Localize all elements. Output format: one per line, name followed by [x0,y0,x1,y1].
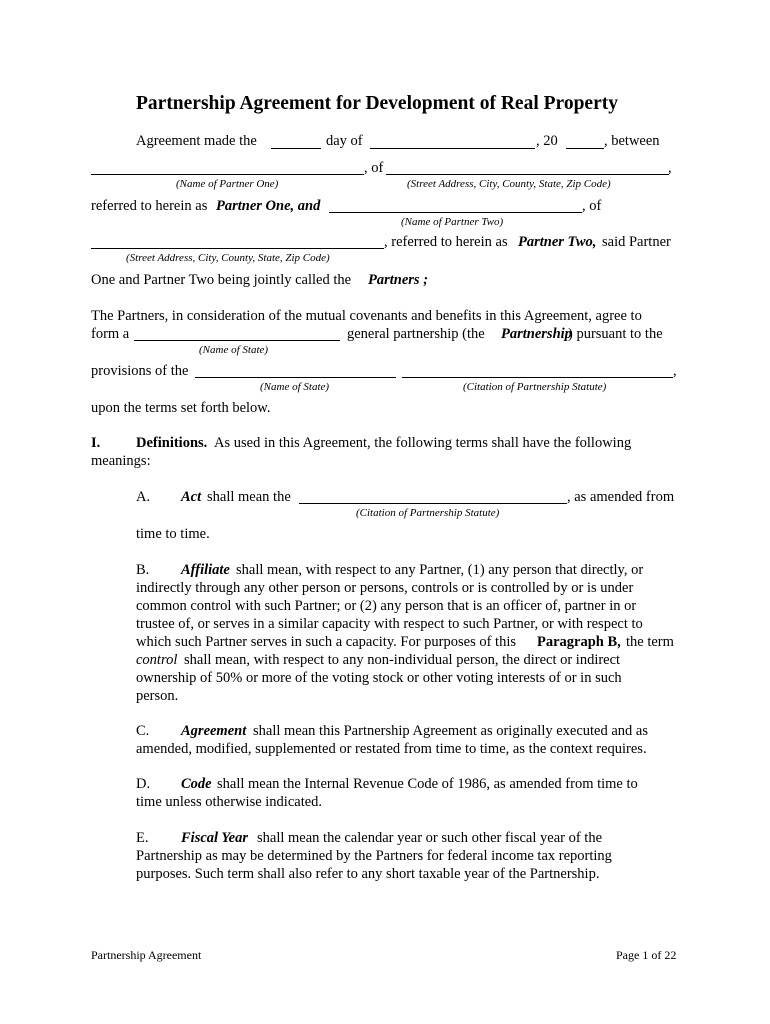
def-b-line-2: indirectly through any other person or persons, controls or is controlled by or is under [136,580,634,596]
statute-citation-blank[interactable] [402,377,673,378]
def-a-amended: , as amended from [567,489,675,505]
agreement-made-text: Agreement made the [136,133,257,149]
street-address-caption-2: (Street Address, City, County, State, Zip Code) [126,252,330,264]
def-c-label: C. [136,723,150,739]
section-heading: Definitions. [136,435,208,451]
referred-two-text: , referred to herein as [384,234,508,250]
name-of-state-caption-2: (Name of State) [260,381,330,393]
name-partner-one-caption: (Name of Partner One) [176,178,279,190]
def-a-time: time to time. [136,526,210,542]
document-title: Partnership Agreement for Development of Real Property [136,93,618,114]
partner-two-term: Partner Two, [518,234,597,250]
def-b-line-3: common control with such Partner; or (2) any person that is an officer of, partner in or [136,598,637,614]
partners-term: Partners ; [368,272,429,288]
formation-line-1: The Partners, in consideration of the mutual covenants and benefits in this Agreement, agree to [91,308,642,324]
year-prefix-text: , 20 [536,133,558,149]
def-b-line-4: trustee of, or serves in a similar capacity with respect to such Partner, or with respect to [136,616,643,632]
state-name-blank-1[interactable] [134,340,340,341]
section-intro-line-2: meanings: [91,453,151,469]
def-b-label: B. [136,562,150,578]
month-blank[interactable] [370,148,535,149]
def-e-line-1: shall mean the calendar year or such other fiscal year of the [257,830,603,846]
def-e-line-3: purposes. Such term shall also refer to any short taxable year of the Partnership. [136,866,600,882]
partner-two-address-blank[interactable] [91,248,384,249]
state-name-blank-2[interactable] [195,377,396,378]
jointly-text: One and Partner Two being jointly called the [91,272,352,288]
page-number: Page 1 of 22 [616,948,677,962]
def-e-term: Fiscal Year [181,830,248,846]
comma-2: , [673,363,677,379]
partner-one-address-blank[interactable] [386,174,669,175]
year-blank[interactable] [566,148,604,149]
partner-one-name-blank[interactable] [91,174,364,175]
def-b-line-5: which such Partner serves in such a capacity. For purposes of this [136,634,516,650]
def-a-term: Act [181,489,202,505]
of-text-2: , of [582,198,602,214]
citation-caption: (Citation of Partnership Statute) [463,381,607,393]
def-a-label: A. [136,489,151,505]
footer-title: Partnership Agreement [91,948,202,962]
def-b-paragraph-ref: Paragraph B, [537,634,621,650]
def-d-label: D. [136,776,151,792]
def-c-term: Agreement [181,723,247,739]
section-intro: As used in this Agreement, the following terms shall have the following [214,435,632,451]
def-b-line-5-end: the term [626,634,674,650]
between-text: , between [604,133,660,149]
def-b-line-6: shall mean, with respect to any non-individual person, the direct or indirect [184,652,621,668]
def-d-line-2: time unless otherwise indicated. [136,794,323,810]
form-a-text: form a [91,326,130,342]
def-c-line-1: shall mean this Partnership Agreement as originally executed and as [253,723,649,739]
def-b-line-7: ownership of 50% or more of the voting stock or other voting interests of or in such [136,670,622,686]
def-e-label: E. [136,830,149,846]
name-partner-two-caption: (Name of Partner Two) [401,216,504,228]
of-text-1: , of [364,160,384,176]
partnership-term: Partnership [501,326,572,342]
partner-two-name-blank[interactable] [329,212,582,213]
general-partnership-text: general partnership (the [347,326,485,342]
street-address-caption-1: (Street Address, City, County, State, Zip Code) [407,178,611,190]
pursuant-text: ) pursuant to the [568,326,663,342]
act-citation-blank[interactable] [299,503,567,504]
upon-terms-text: upon the terms set forth below. [91,400,271,416]
section-number: I. [91,435,101,451]
def-d-line-1: shall mean the Internal Revenue Code of 1986, as amended from time to [217,776,638,792]
day-of-text: day of [326,133,363,149]
said-partner-text: said Partner [602,234,671,250]
provisions-text: provisions of the [91,363,189,379]
def-d-term: Code [181,776,212,792]
def-b-term: Affiliate [181,562,230,578]
act-citation-caption: (Citation of Partnership Statute) [356,507,500,519]
day-blank[interactable] [271,148,321,149]
comma-1: , [668,160,672,176]
def-b-line-8: person. [136,688,179,704]
def-a-text: shall mean the [207,489,291,505]
def-e-line-2: Partnership as may be determined by the Partners for federal income tax reporting [136,848,612,864]
referred-one-text: referred to herein as [91,198,208,214]
def-c-line-2: amended, modified, supplemented or restated from time to time, as the context requires. [136,741,647,757]
name-of-state-caption-1: (Name of State) [199,344,269,356]
def-b-line-1: shall mean, with respect to any Partner, (1) any person that directly, or [236,562,644,578]
def-b-control-term: control [136,652,178,668]
partner-one-term: Partner One, and [216,198,321,214]
